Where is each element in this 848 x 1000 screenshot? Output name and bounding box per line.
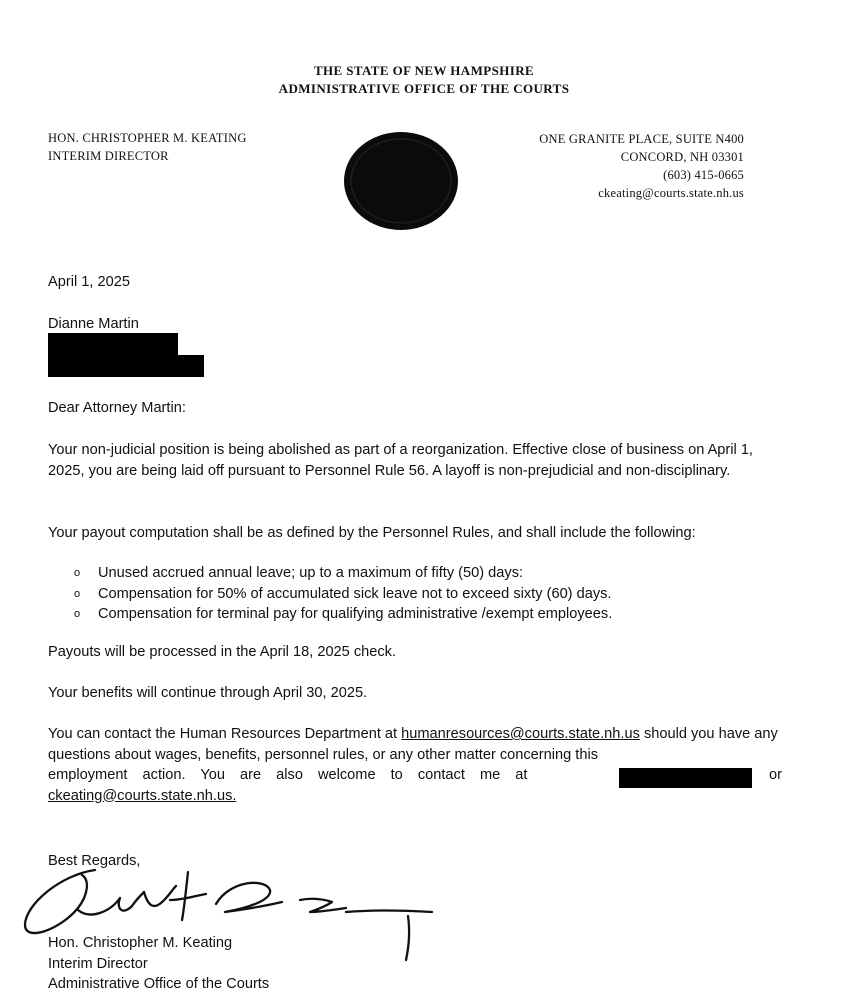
bullet-icon: o <box>74 587 81 600</box>
sender-name: HON. CHRISTOPHER M. KEATING <box>48 131 247 145</box>
hr-email-link[interactable]: humanresources@courts.state.nh.us <box>401 726 640 742</box>
sender-block <box>48 129 247 165</box>
letterhead-line-2: ADMINISTRATIVE OFFICE OF THE COURTS <box>278 81 570 96</box>
address-block <box>539 130 744 202</box>
redaction-box <box>48 355 204 377</box>
signatory-name: Hon. Christopher M. Keating <box>48 935 233 951</box>
paragraph-benefits: Your benefits will continue through April 30, 2025. <box>48 685 368 701</box>
list-item: o Compensation for 50% of accumulated sick leave not to exceed sixty (60) days. <box>74 584 774 605</box>
paragraph-payout-date: Payouts will be processed in the April 18, 2025 check. <box>48 644 397 660</box>
redaction-box <box>619 768 752 788</box>
address-phone: (603) 415-0665 <box>663 168 744 182</box>
address-line-1: ONE GRANITE PLACE, SUITE N400 <box>539 132 744 146</box>
recipient-name: Dianne Martin <box>48 316 139 332</box>
redaction-box <box>48 333 178 357</box>
list-item: o Compensation for terminal pay for qualifying administrative /exempt employees. <box>74 604 774 625</box>
letter-date: April 1, 2025 <box>48 274 130 290</box>
bullet-icon: o <box>74 608 81 620</box>
sender-title: INTERIM DIRECTOR <box>48 149 169 163</box>
state-seal-icon <box>341 130 461 232</box>
paragraph-payout: Your payout computation shall be as defined by the Personnel Rules, and shall include the following: <box>48 525 696 541</box>
address-email: ckeating@courts.state.nh.us <box>598 186 744 200</box>
address-line-2: CONCORD, NH 03301 <box>620 150 744 164</box>
signatory-title: Interim Director <box>48 955 148 972</box>
salutation: Dear Attorney Martin: <box>48 400 186 416</box>
paragraph-layoff: Your non-judicial position is being abolished as part of a reorganization. Effective close of business on April 1, 2025, you are being laid off pursuant to Personnel Rule 56. A layoff is non-prejudicial and non-disciplinary. <box>48 442 753 479</box>
valediction: Best Regards, <box>48 853 141 869</box>
letterhead-line-1: THE STATE OF NEW HAMPSHIRE <box>313 63 535 78</box>
list-item: o Unused accrued annual leave; up to a maximum of fifty (50) days: <box>74 563 774 584</box>
signatory-block <box>48 933 269 995</box>
payout-list <box>74 563 774 625</box>
director-email-link[interactable]: ckeating@courts.state.nh.us. <box>48 787 237 804</box>
paragraph-contact: You can contact the Human Resources Department at humanresources@courts.state.nh.us should you have any questions about wages, benefits, personnel rules, or any other matter concerning this employment action. You are also welcome to contact me at or ckeating@courts.state.nh.us. <box>48 726 782 804</box>
bullet-icon: o <box>74 567 81 579</box>
signatory-office: Administrative Office of the Courts <box>48 976 270 992</box>
